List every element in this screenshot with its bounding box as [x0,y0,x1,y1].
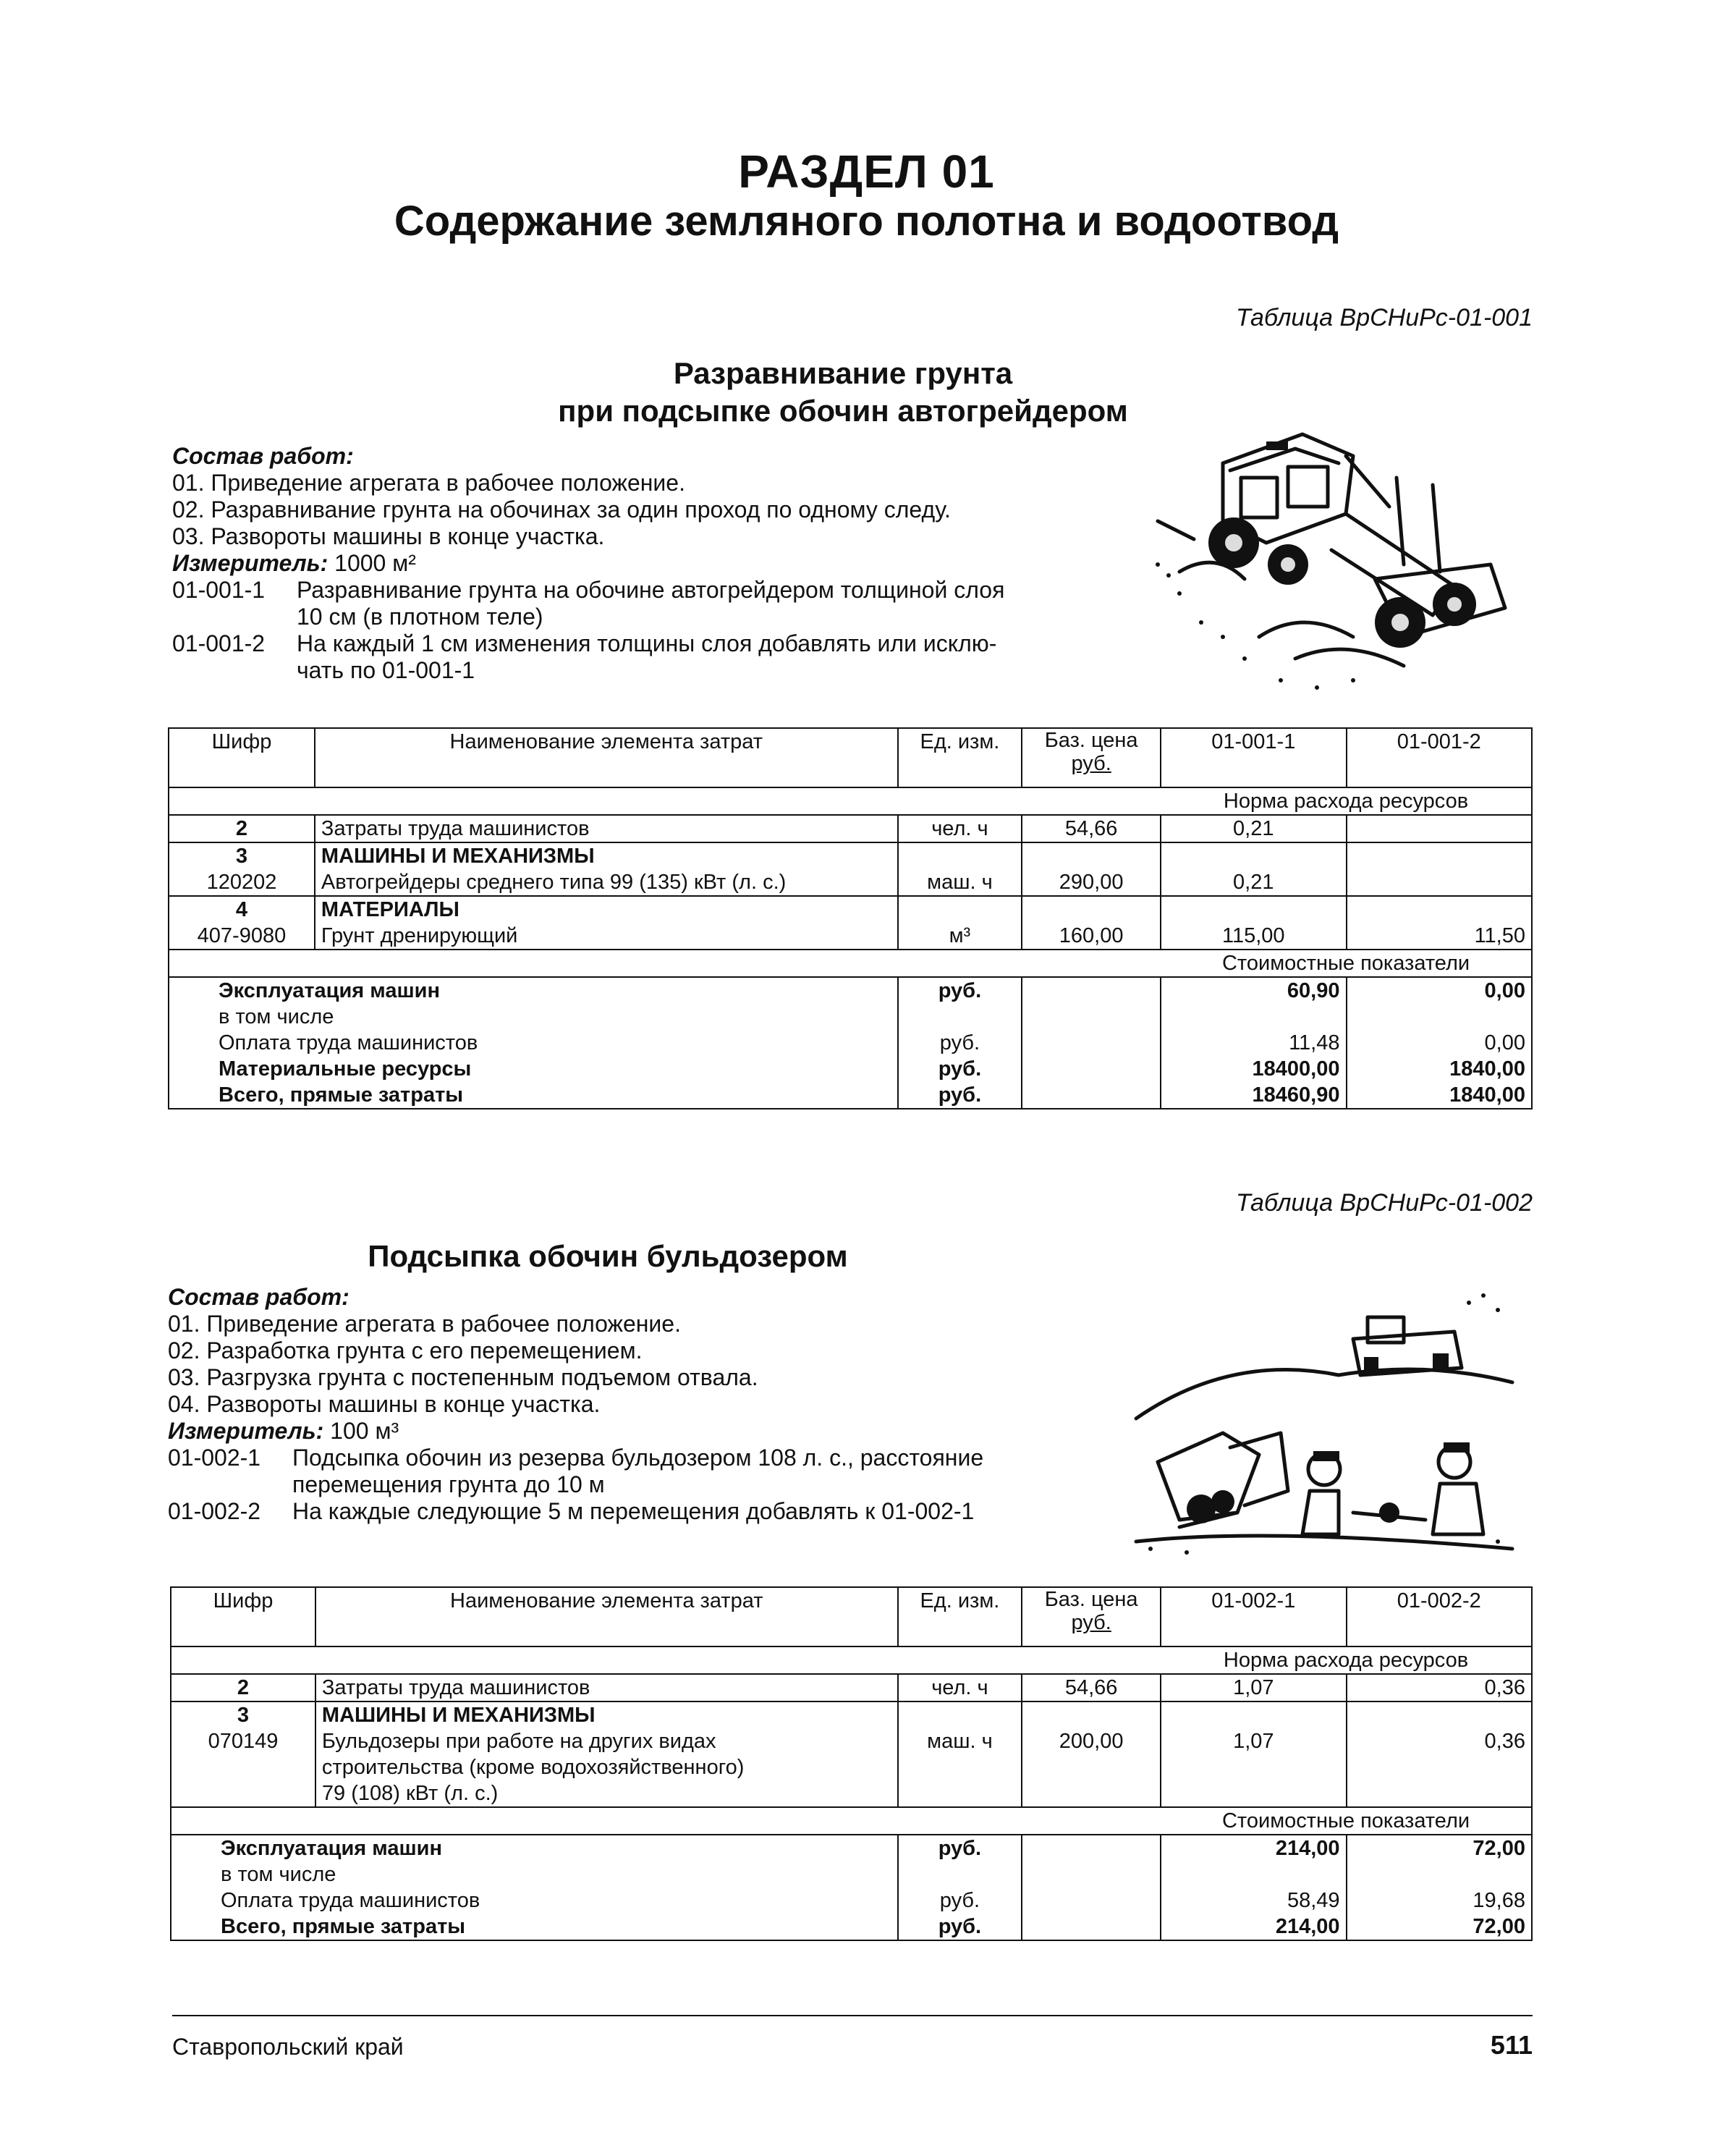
cell-v1: 1,07 [1161,1728,1346,1807]
meter-value: 100 м³ [330,1418,399,1444]
cell-code: 120202 [169,869,315,896]
table-row [171,1861,1532,1887]
cell-name: МАШИНЫ И МЕХАНИЗМЫ [315,842,898,869]
cell-unit: чел. ч [898,1674,1022,1701]
cost-unit: руб. [898,1030,1022,1056]
header-col1: 01-002-1 [1161,1587,1346,1646]
norm-code: 01-002-1 [168,1445,261,1471]
cost-table [168,727,1533,1109]
cell-price: 160,00 [1022,923,1161,950]
table-row [171,1674,1532,1701]
table-ref: Таблица ВрСНиРс-01-002 [1235,1189,1533,1217]
cost-header: Стоимостные показатели [1161,1807,1532,1835]
cell-price: 200,00 [1022,1728,1161,1807]
cell-name: МАТЕРИАЛЫ [315,896,898,923]
table-ref: Таблица ВрСНиРс-01-001 [1235,304,1533,331]
cell-v1: 115,00 [1161,923,1346,950]
cell-code: 4 [169,896,315,923]
header-col2: 01-002-2 [1347,1587,1532,1646]
header-col1: 01-001-1 [1161,728,1346,787]
works-label: Состав работ: [172,443,354,469]
table-row [169,1030,1532,1056]
work-item: 03. Разгрузка грунта с постепенным подъемом отвала. [168,1364,758,1390]
table-title-line: Разравнивание грунта [673,356,1013,390]
cell-v1: 0,21 [1161,869,1346,896]
cell-code: 3 [171,1701,315,1728]
footer-region: Ставропольский край [172,2034,404,2060]
cell-unit: маш. ч [898,869,1022,896]
norm-text: Подсыпка обочин из резерва бульдозером 108 л. с., расстояние [292,1445,984,1471]
cell-code: 070149 [171,1728,315,1807]
work-item: 01. Приведение агрегата в рабочее положение. [172,470,685,496]
norm-text: Разравнивание грунта на обочине автогрейдером толщиной слоя [297,577,1005,603]
header-name: Наименование элемента затрат [315,1587,898,1646]
page-number: 511 [1490,2030,1533,2060]
cost-name: Эксплуатация машин [171,1835,898,1861]
cell-price: 54,66 [1022,1674,1161,1701]
grader-illustration [1114,420,1527,709]
cost-name: Оплата труда машинистов [171,1887,898,1914]
section-title: РАЗДЕЛ 01 [738,145,995,198]
cell-v2 [1347,815,1533,842]
cost-name: Оплата труда машинистов [169,1030,898,1056]
cost-unit: руб. [898,977,1022,1004]
cell-v1: 0,21 [1161,815,1346,842]
table-row [171,1701,1532,1728]
cell-name-line: Бульдозеры при работе на других видах [321,1730,716,1753]
cell-name: Затраты труда машинистов [315,815,898,842]
cost-v1: 11,48 [1161,1030,1346,1056]
header-price-line: Баз. цена [1044,729,1138,752]
cell-name: МАШИНЫ И МЕХАНИЗМЫ [315,1701,898,1728]
cell-name-line: 79 (108) кВт (л. с.) [321,1782,499,1805]
cost-v2: 19,68 [1347,1887,1532,1914]
table-header-row [171,1587,1532,1646]
cell-price: 54,66 [1022,815,1161,842]
header-code: Шифр [171,1587,315,1646]
works-block [168,1284,983,1525]
table-row [171,1835,1532,1861]
cell-name: Затраты труда машинистов [315,1674,898,1701]
cost-v2: 72,00 [1347,1835,1532,1861]
table-row [169,869,1532,896]
cost-name: в том числе [171,1861,898,1887]
meter-value: 1000 м² [334,550,416,576]
table-row [169,896,1532,923]
header-price [1022,728,1161,787]
bulldozer-illustration [1122,1274,1527,1563]
header-col2: 01-001-2 [1347,728,1533,787]
cell-v2: 11,50 [1347,923,1533,950]
cell-name: Грунт дренирующий [315,923,898,950]
work-item: 03. Развороты машины в конце участка. [172,523,605,549]
cost-name: Всего, прямые затраты [169,1082,898,1109]
table-row [171,1807,1532,1835]
table-row [171,1646,1532,1674]
table-row [169,950,1532,977]
work-item: 04. Развороты машины в конце участка. [168,1391,601,1417]
table-row [171,1728,1532,1807]
cost-v1: 214,00 [1161,1914,1346,1940]
cell-v2: 0,36 [1347,1728,1532,1807]
norm-item [168,1445,983,1471]
cell-v2: 0,36 [1347,1674,1532,1701]
meter-label: Измеритель: [172,550,329,576]
meter-line [168,1418,983,1445]
cost-name: в том числе [169,1004,898,1030]
norm-text: На каждые следующие 5 м перемещения добавлять к 01-002-1 [292,1498,975,1524]
norm-item [172,577,1004,604]
norm-item [172,630,1004,657]
cell-price: 290,00 [1022,869,1161,896]
cell-v2 [1347,869,1533,896]
cost-v1: 58,49 [1161,1887,1346,1914]
norm-code: 01-002-2 [168,1498,261,1524]
cost-v2: 72,00 [1347,1914,1532,1940]
header-price [1022,1587,1161,1646]
work-item: 02. Разработка грунта с его перемещением. [168,1337,643,1364]
header-name: Наименование элемента затрат [315,728,898,787]
norm-text: чать по 01-001-1 [297,657,475,683]
cost-name: Материальные ресурсы [169,1056,898,1082]
cost-unit: руб. [898,1887,1022,1914]
norm-code: 01-001-1 [172,577,266,603]
cost-v2: 0,00 [1347,977,1533,1004]
table-row [169,923,1532,950]
norm-text: 10 см (в плотном теле) [297,604,543,630]
cell-name-line: строительства (кроме водохозяйственного) [321,1756,745,1779]
table-row [169,977,1532,1004]
table-row [169,1004,1532,1030]
table-row [169,815,1532,842]
norm-header: Норма расхода ресурсов [1161,787,1532,815]
table-row [169,842,1532,869]
cell-unit: м³ [898,923,1022,950]
header-unit: Ед. изм. [898,728,1022,787]
norm-text: перемещения грунта до 10 м [292,1471,605,1497]
table-row [169,787,1532,815]
work-item: 02. Разравнивание грунта на обочинах за один проход по одному следу. [172,496,951,523]
cost-unit: руб. [898,1056,1022,1082]
footer-rule [172,2015,1533,2016]
cell-code: 3 [169,842,315,869]
cell-name: Автогрейдеры среднего типа 99 (135) кВт (л. с.) [315,869,898,896]
table-row [169,1082,1532,1109]
header-unit: Ед. изм. [898,1587,1022,1646]
cost-unit: руб. [898,1082,1022,1109]
norm-header: Норма расхода ресурсов [1161,1646,1532,1674]
cost-v2: 1840,00 [1347,1056,1533,1082]
works-block [172,443,1004,684]
table-title-line: при подсыпке обочин автогрейдером [558,394,1128,428]
cost-table [170,1586,1533,1941]
meter-label: Измеритель: [168,1418,324,1444]
table-title: Подсыпка обочин бульдозером [368,1239,848,1273]
cost-header: Стоимостные показатели [1161,950,1532,977]
cell-unit: маш. ч [898,1728,1022,1807]
section-subtitle: Содержание земляного полотна и водоотвод [394,198,1339,245]
cost-v1: 214,00 [1161,1835,1346,1861]
norm-text: На каждый 1 см изменения толщины слоя добавлять или исклю- [297,630,997,656]
works-label: Состав работ: [168,1284,349,1310]
table-title [336,355,1349,430]
header-price-line: руб. [1071,752,1111,775]
cell-unit: чел. ч [898,815,1022,842]
table-row [171,1887,1532,1914]
table-row [169,1056,1532,1082]
cost-unit: руб. [898,1835,1022,1861]
table-header-row [169,728,1532,787]
cost-unit: руб. [898,1914,1022,1940]
cost-v2: 0,00 [1347,1030,1533,1056]
cell-code: 2 [171,1674,315,1701]
header-price-line: руб. [1071,1611,1111,1634]
work-item: 01. Приведение агрегата в рабочее положение. [168,1311,681,1337]
cost-v1: 18400,00 [1161,1056,1346,1082]
norm-item [168,1498,983,1525]
cost-name: Эксплуатация машин [169,977,898,1004]
header-price-line: Баз. цена [1044,1588,1138,1611]
table-row [171,1914,1532,1940]
cell-name [315,1728,898,1807]
cell-code: 407-9080 [169,923,315,950]
cell-code: 2 [169,815,315,842]
cost-v1: 60,90 [1161,977,1346,1004]
header-code: Шифр [169,728,315,787]
cell-v1: 1,07 [1161,1674,1346,1701]
cost-v2: 1840,00 [1347,1082,1533,1109]
norm-code: 01-001-2 [172,630,266,656]
meter-line [172,550,1004,577]
cost-v1: 18460,90 [1161,1082,1346,1109]
cost-name: Всего, прямые затраты [171,1914,898,1940]
